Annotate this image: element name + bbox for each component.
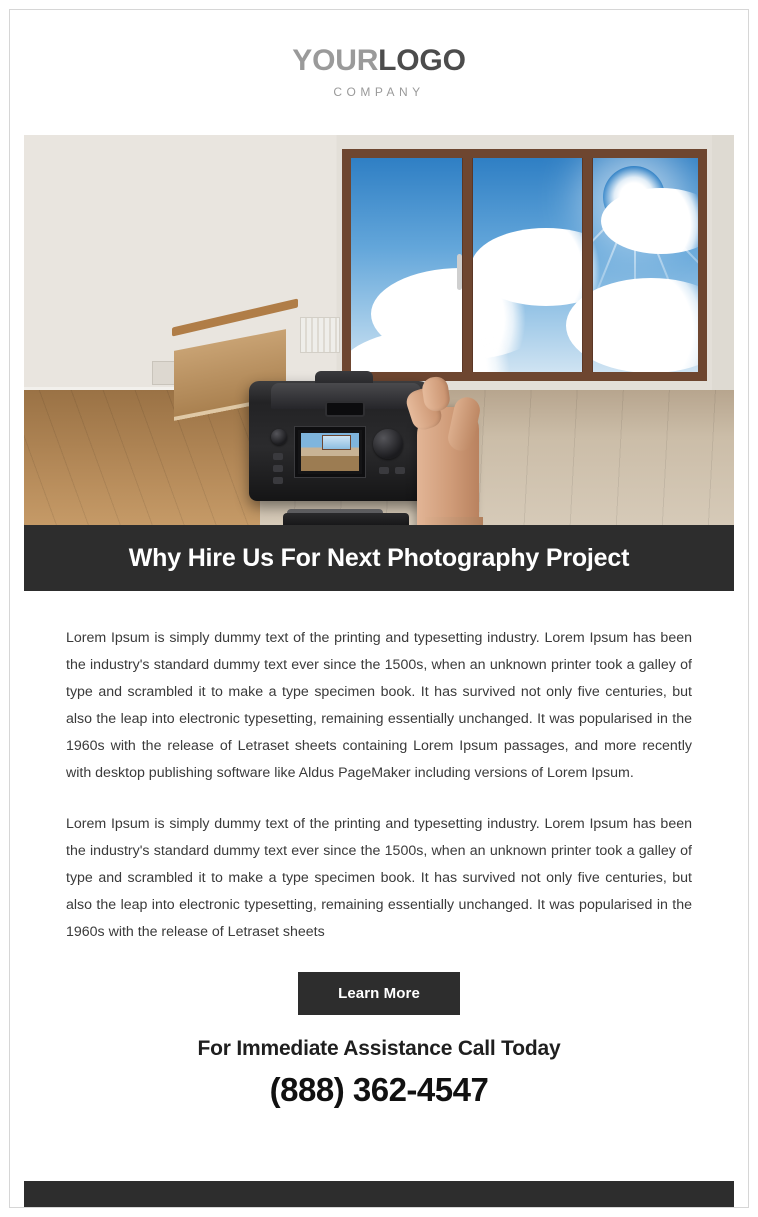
- radiator: [300, 317, 340, 353]
- camera-base: [283, 513, 409, 525]
- logo-primary-text: YOUR: [292, 44, 379, 77]
- camera-dial: [373, 429, 403, 459]
- window-mullion: [463, 158, 472, 372]
- camera-dial: [271, 429, 287, 445]
- headline-bar: [24, 525, 734, 591]
- cta-container: [66, 972, 692, 1015]
- hero-image: [24, 135, 734, 525]
- sun-ray: [634, 197, 636, 347]
- camera-button: [395, 467, 405, 474]
- camera-button: [379, 467, 389, 474]
- footer-bar: [24, 1181, 734, 1207]
- camera-body: [249, 381, 429, 501]
- paragraph-2: Lorem Ipsum is simply dummy text of the printing and typesetting industry. Lorem Ipsum has been the industry's standard dummy text ever since the 1500s, when an unknown printer took a galley of type and scrambled it to make a type specimen book. It has survived not only five centuries, but also the leap into electronic typesetting, remaining essentially unchanged. It was popularised in the 1960s with the release of Letraset sheets: [66, 816, 692, 940]
- document-frame: [9, 9, 749, 1208]
- wrist: [425, 517, 483, 525]
- phone-number[interactable]: (888) 362-4547: [269, 1071, 489, 1108]
- paragraph-1: Lorem Ipsum is simply dummy text of the printing and typesetting industry. Lorem Ipsum has been the industry's standard dummy text ever since the 1500s, when an unknown printer took a galley of type and scrambled it to make a type specimen book. It has survived not only five centuries, but also the leap into electronic typesetting, remaining essentially unchanged. It was popularised in the 1960s with the release of Letraset sheets containing Lorem Ipsum passages, and more recently with desktop publishing software like Aldus PageMaker including versions of Lorem Ipsum.: [66, 630, 692, 781]
- camera-viewfinder: [325, 401, 365, 417]
- assistance-line: For Immediate Assistance Call Today: [197, 1037, 561, 1060]
- hand: [407, 367, 491, 525]
- camera-button: [273, 465, 283, 472]
- window-handle: [457, 254, 462, 290]
- logo-subtitle: COMPANY: [333, 85, 425, 99]
- page-title: Why Hire Us For Next Photography Project: [128, 543, 630, 572]
- lcd-preview-image: [301, 433, 359, 471]
- camera-button: [273, 453, 283, 460]
- camera-button: [273, 477, 283, 484]
- learn-more-button[interactable]: Learn More: [298, 972, 460, 1015]
- header: [10, 10, 748, 135]
- body-content: [10, 591, 748, 1109]
- logo: [292, 46, 465, 76]
- footer-spacer: [24, 1173, 734, 1181]
- wall-right: [712, 135, 734, 397]
- window-mullion: [583, 158, 592, 372]
- window-frame: [342, 149, 707, 381]
- camera-lcd-screen: [295, 427, 365, 477]
- camera-and-hand: [239, 363, 489, 525]
- logo-secondary-text: LOGO: [378, 44, 466, 77]
